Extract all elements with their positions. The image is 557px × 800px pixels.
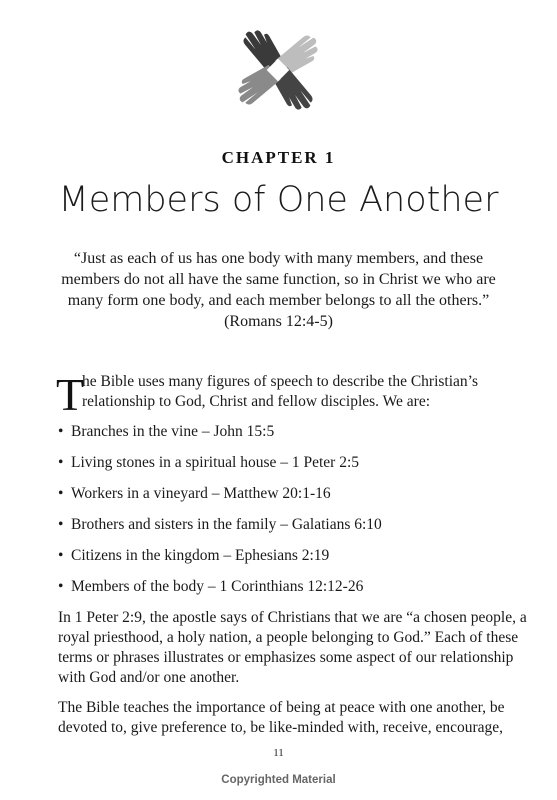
- figures-of-speech-list: [58, 422, 496, 608]
- paragraph-line: royal priesthood, a holy nation, a people belonging to God.” Each of these: [58, 629, 519, 646]
- list-item-text: Workers in a vineyard – Matthew 20:1-16: [71, 485, 331, 502]
- list-item-text: Citizens in the kingdom – Ephesians 2:19: [71, 547, 330, 564]
- epigraph-line: many form one body, and each member belongs to all the others.”: [67, 292, 490, 309]
- bullet: •: [58, 485, 64, 502]
- bullet: •: [58, 454, 64, 471]
- paragraph-line: with God and/or one another.: [58, 669, 240, 686]
- paragraph-line: In 1 Peter 2:9, the apostle says of Christians that we are “a chosen people, a: [58, 609, 527, 626]
- list-item-text: Brothers and sisters in the family – Galatians 6:10: [71, 516, 382, 533]
- paragraph-1: [58, 608, 527, 688]
- chapter-title: Members of One Another: [58, 180, 499, 220]
- epigraph-line: members do not all have the same function, so in Christ we who are: [61, 271, 496, 288]
- epigraph-quote: [60, 248, 497, 332]
- paragraph-line: devoted to, give preference to, be like-minded with, receive, encourage,: [58, 719, 503, 736]
- drop-cap: T: [56, 369, 85, 420]
- epigraph-line: “Just as each of us has one body with many members, and these: [73, 250, 484, 267]
- bullet: •: [58, 578, 64, 595]
- list-item: [58, 422, 496, 453]
- list-item: [58, 546, 496, 577]
- intro-line: relationship to God, Christ and fellow disciples. We are:: [82, 393, 431, 410]
- bullet: •: [58, 547, 64, 564]
- bullet: •: [58, 423, 64, 440]
- list-item-text: Members of the body – 1 Corinthians 12:12-26: [71, 578, 364, 595]
- list-item-text: Branches in the vine – John 15:5: [71, 423, 275, 440]
- copyright-notice: Copyrighted Material: [221, 774, 336, 786]
- paragraph-line: terms or phrases illustrates or emphasizes some aspect of our relationship: [58, 649, 514, 666]
- page-number: 11: [273, 747, 284, 759]
- intro-paragraph: [56, 369, 496, 420]
- paragraph-2: [58, 698, 505, 738]
- chapter-label: CHAPTER 1: [221, 148, 336, 167]
- bullet: •: [58, 516, 64, 533]
- paragraph-line: The Bible teaches the importance of being at peace with one another, be: [58, 699, 505, 716]
- intro-line: he Bible uses many figures of speech to describe the Christian’s: [82, 373, 479, 390]
- chapter-body: [56, 369, 527, 738]
- joined-hands-logo-icon: [238, 18, 318, 122]
- list-item: [58, 515, 496, 546]
- list-item: [58, 484, 496, 515]
- list-item-text: Living stones in a spiritual house – 1 Peter 2:5: [71, 454, 360, 471]
- list-item: [58, 577, 496, 608]
- epigraph-citation: (Romans 12:4-5): [224, 313, 333, 330]
- list-item: [58, 453, 496, 484]
